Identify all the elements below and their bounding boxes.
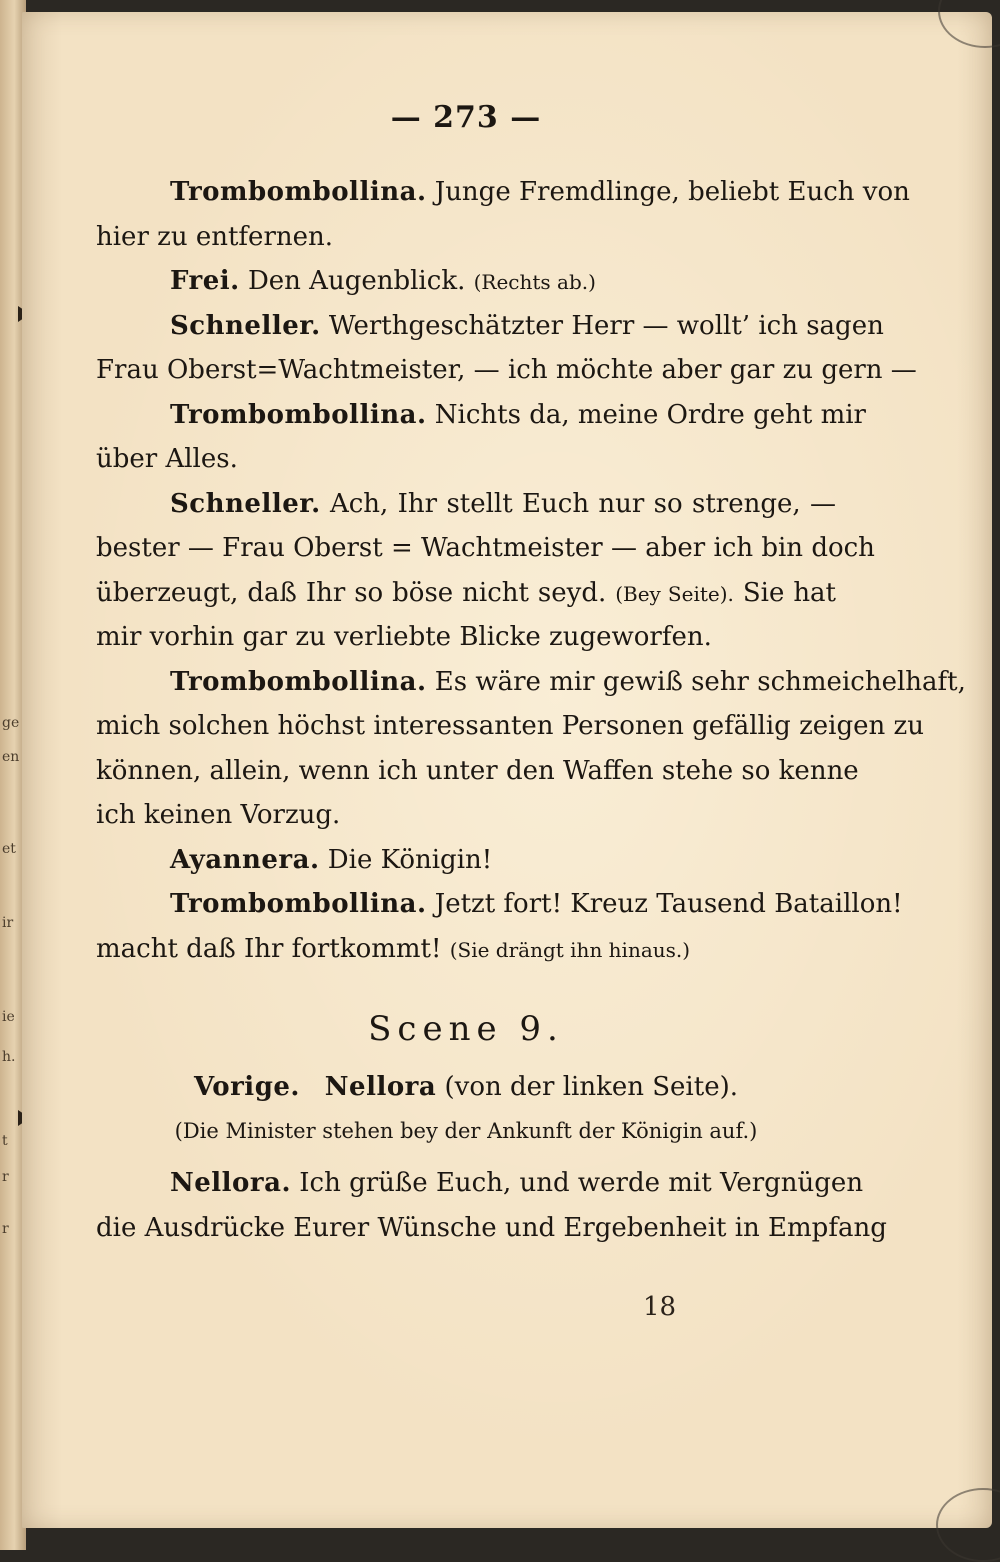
leaf-mark: r <box>2 1221 9 1237</box>
stage-direction: (Bey Seite). <box>615 581 734 606</box>
text-line <box>96 882 903 927</box>
line-text: Den Augenblick. <box>247 266 466 296</box>
text-line <box>96 749 859 794</box>
stage-direction: (Rechts ab.) <box>473 270 596 294</box>
scene-cast-line <box>96 1065 836 1109</box>
line-text: Nichts da, meine Ordre geht mir <box>434 399 866 430</box>
page-corner-top <box>938 0 1000 48</box>
cast-direction: (von der linken Seite). <box>444 1072 738 1102</box>
text-line <box>96 215 836 260</box>
page-content <box>96 100 966 1250</box>
speaker-name: Ayannera. <box>170 844 320 875</box>
cast-previous: Vorige. <box>193 1072 300 1102</box>
text-line <box>96 660 966 705</box>
text-line <box>96 927 836 972</box>
leaf-mark: en <box>2 749 20 765</box>
line-text: Frau Oberst=Wachtmeister, — ich möchte aber gar zu gern — <box>96 355 917 385</box>
stage-direction: (Sie drängt ihn hinaus.) <box>449 937 691 962</box>
text-line <box>96 348 917 393</box>
leaf-mark: et <box>2 841 16 857</box>
line-text: macht daß Ihr fortkommt! <box>96 933 442 964</box>
text-line <box>96 393 866 438</box>
text-line <box>96 437 836 482</box>
line-text: hier zu entfernen. <box>96 221 334 252</box>
text-line <box>96 793 836 838</box>
line-text: Ach, Ihr stellt Euch nur so strenge, — <box>329 488 836 519</box>
page-corner-bottom <box>936 1488 1000 1562</box>
signature-mark: 18 <box>643 1292 677 1322</box>
text-line <box>96 526 875 571</box>
line-text: mich solchen höchst interessanten Personen gefällig zeigen zu <box>96 711 924 741</box>
text-line <box>96 259 836 304</box>
leaf-mark: r <box>2 1169 9 1185</box>
leaf-mark: ir <box>2 915 14 931</box>
leaf-mark: ie <box>2 1009 15 1025</box>
line-text: bester — Frau Oberst = Wachtmeister — aber ich bin doch <box>96 533 875 563</box>
line-text: Werthgeschätzter Herr — wollt’ ich sagen <box>328 310 884 341</box>
line-text: über Alles. <box>96 444 238 474</box>
text-line <box>96 482 836 527</box>
text-line <box>96 571 836 616</box>
cast-name: Nellora <box>324 1072 437 1102</box>
speaker-name: Frei. <box>170 266 240 296</box>
line-text: Ich grüße Euch, und werde mit Vergnügen <box>299 1168 864 1198</box>
text-line <box>96 704 924 749</box>
leaf-mark: h. <box>2 1049 16 1065</box>
text-line <box>96 170 910 215</box>
text-line <box>96 1206 887 1251</box>
line-text: können, allein, wenn ich unter den Waffen stehe so kenne <box>96 755 859 786</box>
line-text: Junge Fremdlinge, beliebt Euch von <box>434 177 910 207</box>
text-line <box>96 1161 864 1206</box>
speaker-name: Trombombollina. <box>170 889 427 919</box>
page-number: — 273 — <box>390 100 542 135</box>
speaker-name: Trombombollina. <box>170 399 427 430</box>
dialogue-block-after <box>96 1161 887 1250</box>
line-text-continued: Sie hat <box>742 577 837 608</box>
line-text: Die Königin! <box>327 844 493 875</box>
text-line <box>96 304 884 349</box>
speaker-name: Schneller. <box>170 310 321 341</box>
dialogue-block <box>96 170 966 971</box>
speaker-name: Nellora. <box>170 1168 291 1198</box>
speaker-name: Trombombollina. <box>170 666 427 697</box>
line-text: ich keinen Vorzug. <box>96 800 341 830</box>
speaker-name: Trombombollina. <box>170 177 427 207</box>
leaf-mark: t <box>2 1133 8 1149</box>
line-text: mir vorhin gar zu verliebte Blicke zugeworfen. <box>96 622 712 652</box>
line-text: Es wäre mir gewiß sehr schmeichelhaft, <box>434 666 966 697</box>
text-line <box>96 838 836 883</box>
text-line <box>96 615 836 660</box>
stage-note: (Die Minister stehen bey der Ankunft der Königin auf.) <box>174 1119 758 1143</box>
line-text: überzeugt, daß Ihr so böse nicht seyd. <box>96 577 607 608</box>
line-text: die Ausdrücke Eurer Wünsche und Ergebenheit in Empfang <box>96 1212 887 1243</box>
speaker-name: Schneller. <box>170 488 321 519</box>
scene-heading: Scene 9. <box>368 1009 564 1049</box>
leaf-mark: ge <box>2 715 20 731</box>
line-text: Jetzt fort! Kreuz Tausend Bataillon! <box>434 889 903 919</box>
